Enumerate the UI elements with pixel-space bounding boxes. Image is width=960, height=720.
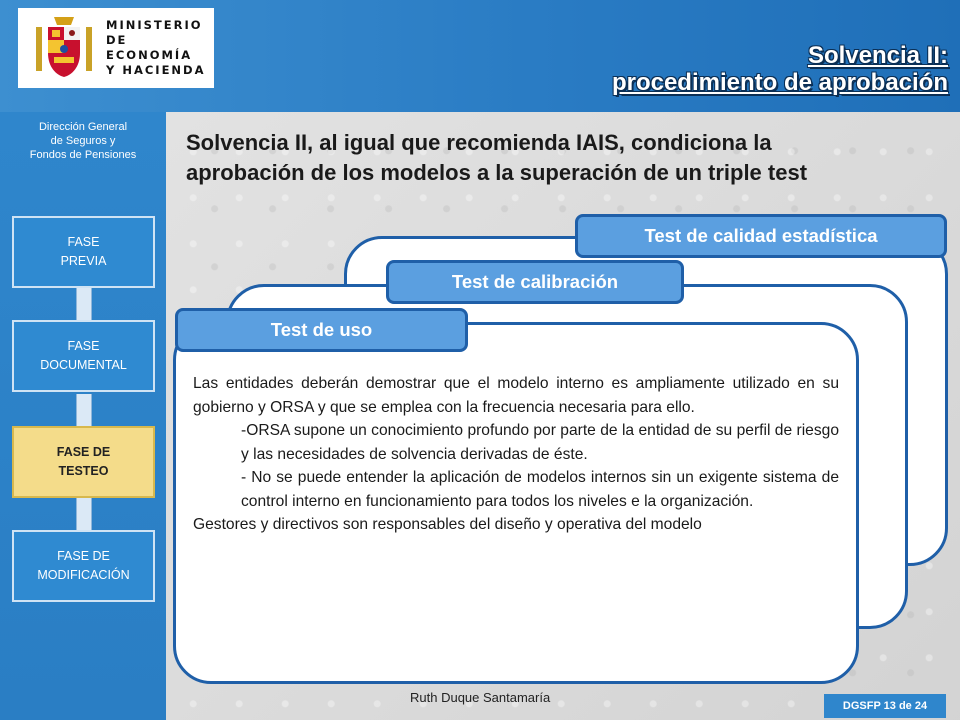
body-paragraph-indented: - No se puede entender la aplicación de modelos internos sin un exigente sistema de control interno en funcionamiento para todos los niveles e la organización. [241,469,839,510]
header-bar [0,0,960,112]
phase-label: FASE [67,339,100,353]
phase-label: TESTEO [58,464,109,478]
tab-uso[interactable]: Test de uso [175,308,468,352]
phase-label: MODIFICACIÓN [37,568,130,582]
phase-previa[interactable] [12,216,155,288]
ministry-line: DE ECONOMÍA [106,33,193,62]
slide-title-line: procedimiento de aprobación [611,69,948,96]
ministry-name [106,18,214,78]
sidebar [0,112,166,720]
page-number-badge: DGSFP 13 de 24 [824,694,946,718]
organization-name [0,120,166,162]
phase-label: FASE DE [56,445,111,459]
phase-label: PREVIA [60,254,107,268]
phase-label: FASE DE [57,549,110,563]
tab-calidad-estadistica[interactable]: Test de calidad estadística [575,214,947,258]
ministry-logo [18,8,214,88]
phase-connector [76,498,92,532]
ministry-line: MINISTERIO [106,18,203,32]
body-paragraph: Gestores y directivos son responsables del diseño y operativa del modelo [193,516,702,533]
main-heading [186,128,946,188]
phase-label: FASE [67,235,100,249]
phase-label: DOCUMENTAL [40,358,127,372]
ministry-line: Y HACIENDA [106,63,206,77]
phase-documental[interactable] [12,320,155,392]
slide-title [488,42,948,96]
body-paragraph: Las entidades deberán demostrar que el modelo interno es ampliamente utilizado en su gobierno y ORSA y que se emplea con la frecuencia necesaria para ello. [193,375,839,416]
body-paragraph-indented: -ORSA supone un conocimiento profundo por parte de la entidad de su perfil de riesgo y las necesidades de solvencia derivadas de éste. [241,422,839,463]
phase-modificacion[interactable] [12,530,155,602]
card-uso-content [193,372,839,537]
heading-line: aprobación de los modelos a la superación de un triple test [186,160,808,185]
organization-line: Dirección General [38,121,128,133]
tab-calibracion[interactable]: Test de calibración [386,260,684,304]
phase-connector [76,394,92,428]
organization-line: de Seguros y [50,135,116,147]
phase-testeo[interactable] [12,426,155,498]
slide-title-line: Solvencia II: [807,42,948,69]
heading-line: Solvencia II, al igual que recomienda IAIS, condiciona la [186,130,772,155]
coat-of-arms-icon [32,13,96,83]
author-name: Ruth Duque Santamaría [410,690,551,705]
phase-connector [76,288,92,322]
organization-line: Fondos de Pensiones [29,149,137,161]
